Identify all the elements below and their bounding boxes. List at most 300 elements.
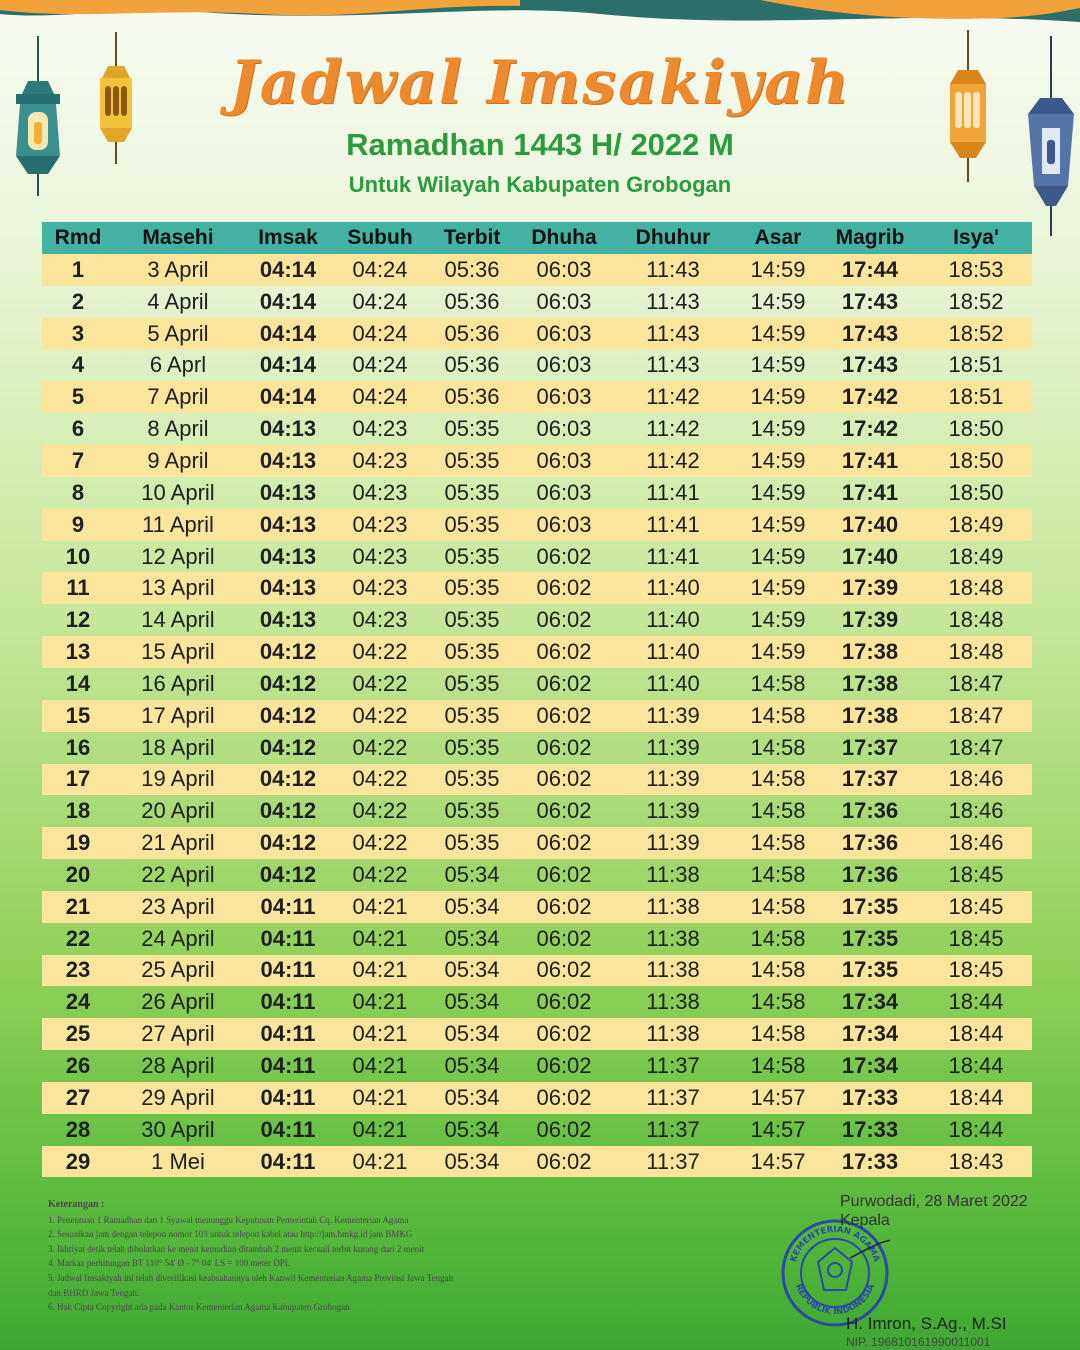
table-cell-terbit: 05:36 [426, 381, 518, 413]
table-cell-imsak: 04:13 [259, 543, 317, 569]
table-row [42, 254, 1032, 286]
table-cell-imsak: 04:11 [260, 1053, 316, 1079]
table-cell-dhuha: 06:02 [518, 636, 610, 668]
table-cell-isya: 18:44 [948, 1053, 1004, 1079]
table-cell-isya: 18:52 [948, 288, 1004, 314]
table-cell-isya: 18:47 [920, 700, 1032, 732]
table-cell-dhuha: 06:02 [536, 734, 592, 760]
table-cell-magrib: 17:38 [841, 670, 899, 696]
table-cell-masehi: 15 April [114, 636, 242, 668]
table-cell-dhuhur: 11:43 [646, 352, 700, 378]
table-cell-isya: 18:45 [920, 955, 1032, 987]
table-cell-dhuhur: 11:40 [646, 607, 700, 633]
table-cell-magrib: 17:39 [841, 607, 899, 633]
seal-icon [780, 1218, 890, 1328]
schedule-table [42, 222, 1032, 1177]
column-header: Magrib [820, 222, 920, 254]
table-cell-asar: 14:59 [750, 352, 806, 378]
table-cell-subuh: 04:22 [352, 861, 408, 887]
signature-nip: NIP. 196810161990011001 [846, 1335, 991, 1349]
table-cell-subuh: 04:21 [334, 1018, 426, 1050]
table-cell-imsak: 04:13 [242, 572, 334, 604]
table-cell-dhuha: 06:02 [536, 1116, 592, 1142]
table-cell-subuh: 04:22 [352, 734, 408, 760]
table-cell-magrib: 17:43 [841, 352, 899, 378]
table-cell-magrib: 17:37 [841, 734, 899, 760]
table-cell-subuh: 04:24 [334, 318, 426, 350]
table-cell-magrib: 17:38 [820, 700, 920, 732]
table-cell-terbit: 05:34 [426, 1082, 518, 1114]
table-cell-magrib: 17:36 [841, 861, 899, 887]
column-header: Subuh [334, 222, 426, 254]
table-cell-dhuhur: 11:42 [610, 381, 736, 413]
table-cell-terbit: 05:35 [426, 509, 518, 541]
table-row [42, 1018, 1032, 1050]
table-cell-isya: 18:48 [920, 572, 1032, 604]
table-cell-isya: 18:44 [920, 1018, 1032, 1050]
table-cell-dhuhur: 11:37 [610, 1082, 736, 1114]
table-cell-masehi: 4 April [147, 288, 209, 314]
table-cell-subuh: 04:22 [334, 827, 426, 859]
table-cell-dhuha: 06:02 [518, 891, 610, 923]
table-cell-masehi: 25 April [114, 955, 242, 987]
table-row [42, 795, 1032, 827]
table-row [42, 955, 1032, 987]
table-cell-imsak: 04:14 [242, 318, 334, 350]
table-cell-masehi: 20 April [141, 798, 215, 824]
column-header: Rmd [42, 222, 114, 254]
table-cell-masehi: 10 April [141, 479, 215, 505]
table-cell-imsak: 04:11 [242, 1146, 334, 1178]
table-cell-dhuhur: 11:37 [646, 1053, 700, 1079]
table-cell-masehi: 26 April [141, 989, 215, 1015]
note-item: 6. Hak Cipta Copyright ada pada Kantor Kementerian Agama Kabupaten Grobogan [48, 1302, 350, 1313]
table-cell-asar: 14:59 [750, 288, 806, 314]
table-row [42, 572, 1032, 604]
table-cell-rmd: 11 [42, 572, 114, 604]
table-row [42, 764, 1032, 796]
table-cell-dhuhur: 11:41 [646, 543, 700, 569]
table-cell-dhuha: 06:03 [518, 254, 610, 286]
table-cell-subuh: 04:24 [334, 254, 426, 286]
table-cell-subuh: 04:23 [352, 607, 408, 633]
table-cell-masehi: 18 April [141, 734, 215, 760]
table-cell-rmd: 14 [65, 670, 91, 696]
table-cell-masehi: 14 April [141, 607, 215, 633]
table-cell-masehi: 23 April [114, 891, 242, 923]
table-cell-dhuhur: 11:38 [646, 861, 700, 887]
table-cell-imsak: 04:12 [242, 636, 334, 668]
table-cell-isya: 18:48 [920, 636, 1032, 668]
table-cell-masehi: 13 April [114, 572, 242, 604]
table-cell-subuh: 04:21 [352, 989, 408, 1015]
table-cell-asar: 14:59 [736, 381, 820, 413]
table-cell-dhuhur: 11:41 [610, 509, 736, 541]
table-cell-asar: 14:57 [750, 1116, 806, 1142]
table-cell-rmd: 28 [65, 1116, 91, 1142]
table-cell-isya: 18:46 [948, 798, 1004, 824]
table-row [42, 1114, 1032, 1146]
table-cell-dhuha: 06:02 [536, 670, 592, 696]
table-cell-magrib: 17:35 [841, 925, 899, 951]
table-cell-terbit: 05:35 [444, 543, 500, 569]
table-cell-rmd: 1 [42, 254, 114, 286]
table-cell-magrib: 17:44 [820, 254, 920, 286]
table-cell-dhuhur: 11:43 [610, 254, 736, 286]
note-item: 5. Jadwal Imsakiyah ini telah diverifikasi keabsahannya oleh Kanwil Kementerian Agama Provinsi Jawa Tengah [48, 1272, 454, 1283]
table-cell-subuh: 04:21 [334, 955, 426, 987]
table-cell-isya: 18:50 [948, 479, 1004, 505]
table-cell-asar: 14:58 [736, 891, 820, 923]
table-cell-subuh: 04:23 [352, 543, 408, 569]
table-cell-dhuha: 06:03 [518, 509, 610, 541]
table-row [42, 986, 1032, 1018]
table-cell-isya: 18:46 [920, 827, 1032, 859]
region-subtitle: Untuk Wilayah Kabupaten Grobogan [348, 172, 732, 197]
notes-block [48, 1198, 648, 1315]
table-cell-isya: 18:49 [920, 509, 1032, 541]
table-row [42, 445, 1032, 477]
table-cell-subuh: 04:21 [352, 1053, 408, 1079]
top-decor-band [0, 0, 1080, 40]
table-row [42, 318, 1032, 350]
table-row [42, 541, 1032, 573]
table-row [42, 477, 1032, 509]
table-cell-rmd: 5 [42, 381, 114, 413]
table-cell-asar: 14:58 [750, 861, 806, 887]
table-cell-rmd: 18 [65, 798, 91, 824]
table-cell-imsak: 04:12 [259, 798, 317, 824]
table-cell-rmd: 15 [42, 700, 114, 732]
table-cell-dhuhur: 11:39 [610, 700, 736, 732]
table-cell-isya: 18:52 [920, 318, 1032, 350]
table-cell-asar: 14:57 [736, 1082, 820, 1114]
table-cell-masehi: 6 Aprl [149, 352, 207, 378]
table-cell-dhuhur: 11:39 [610, 827, 736, 859]
table-cell-masehi: 16 April [141, 670, 215, 696]
table-row [42, 1146, 1032, 1178]
table-cell-isya: 18:49 [948, 543, 1004, 569]
table-row [42, 668, 1032, 700]
table-cell-subuh: 04:23 [334, 509, 426, 541]
table-cell-asar: 14:58 [736, 827, 820, 859]
table-cell-isya: 18:44 [948, 1116, 1004, 1142]
table-cell-terbit: 05:34 [426, 955, 518, 987]
table-cell-imsak: 04:13 [242, 445, 334, 477]
table-cell-dhuhur: 11:42 [646, 416, 700, 442]
note-item: 1. Penentuan 1 Ramadhan dan 1 Syawal menunggu Keputusan Pemerintah Cq. Kementerian Agama [48, 1214, 409, 1225]
svg-text:REPUBLIK INDONESIA [793, 1282, 877, 1317]
table-cell-asar: 14:58 [750, 670, 806, 696]
table-cell-rmd: 19 [42, 827, 114, 859]
table-cell-dhuha: 06:02 [518, 1018, 610, 1050]
table-header-row [42, 222, 1032, 254]
table-cell-subuh: 04:24 [334, 381, 426, 413]
table-cell-imsak: 04:13 [259, 416, 317, 442]
table-row [42, 859, 1032, 891]
table-cell-asar: 14:58 [750, 989, 806, 1015]
table-cell-dhuhur: 11:37 [610, 1146, 736, 1178]
table-cell-masehi: 11 April [114, 509, 242, 541]
table-cell-masehi: 22 April [141, 861, 215, 887]
table-cell-isya: 18:51 [920, 381, 1032, 413]
table-cell-dhuhur: 11:40 [610, 572, 736, 604]
table-cell-subuh: 04:22 [334, 700, 426, 732]
column-header: Masehi [114, 222, 242, 254]
table-cell-imsak: 04:11 [242, 955, 334, 987]
table-cell-dhuha: 06:02 [536, 861, 592, 887]
table-cell-masehi: 30 April [141, 1116, 215, 1142]
table-cell-dhuha: 06:02 [518, 700, 610, 732]
table-cell-asar: 14:59 [736, 254, 820, 286]
table-cell-terbit: 05:35 [444, 416, 500, 442]
table-cell-imsak: 04:12 [242, 700, 334, 732]
table-cell-asar: 14:59 [736, 572, 820, 604]
table-row [42, 350, 1032, 382]
table-cell-isya: 18:50 [920, 445, 1032, 477]
table-cell-asar: 14:57 [736, 1146, 820, 1178]
table-row [42, 732, 1032, 764]
table-cell-isya: 18:45 [948, 925, 1004, 951]
table-cell-dhuhur: 11:38 [610, 955, 736, 987]
table-cell-dhuhur: 11:40 [610, 636, 736, 668]
table-cell-masehi: 27 April [114, 1018, 242, 1050]
table-cell-rmd: 12 [65, 607, 91, 633]
page-subtitle: Ramadhan 1443 H/ 2022 M [346, 127, 734, 162]
page-title: Jadwal Imsakiyah [229, 48, 851, 118]
table-cell-dhuha: 06:02 [536, 1053, 592, 1079]
table-cell-masehi: 21 April [114, 827, 242, 859]
table-cell-rmd: 8 [71, 479, 85, 505]
signature-name: H. Imron, S.Ag., M.SI [846, 1314, 1007, 1333]
table-cell-imsak: 04:14 [242, 381, 334, 413]
table-cell-dhuha: 06:02 [518, 827, 610, 859]
table-cell-asar: 14:58 [750, 1053, 806, 1079]
table-cell-masehi: 24 April [141, 925, 215, 951]
table-cell-masehi: 28 April [141, 1053, 215, 1079]
table-cell-terbit: 05:35 [426, 572, 518, 604]
table-cell-subuh: 04:22 [334, 764, 426, 796]
table-cell-asar: 14:59 [736, 636, 820, 668]
table-cell-terbit: 05:35 [444, 734, 500, 760]
table-cell-terbit: 05:35 [444, 798, 500, 824]
table-cell-imsak: 04:12 [259, 734, 317, 760]
table-cell-rmd: 20 [65, 861, 91, 887]
table-cell-terbit: 05:36 [444, 288, 500, 314]
seal-top-text: KEMENTERIAN AGAMA [788, 1224, 882, 1264]
table-cell-rmd: 22 [65, 925, 91, 951]
table-cell-magrib: 17:34 [841, 989, 899, 1015]
table-cell-magrib: 17:40 [820, 509, 920, 541]
table-cell-asar: 14:58 [750, 925, 806, 951]
table-cell-dhuha: 06:02 [518, 955, 610, 987]
table-row [42, 413, 1032, 445]
table-cell-magrib: 17:39 [820, 572, 920, 604]
table-cell-dhuha: 06:02 [518, 764, 610, 796]
table-cell-subuh: 04:24 [352, 288, 408, 314]
table-cell-magrib: 17:37 [820, 764, 920, 796]
table-cell-magrib: 17:43 [820, 318, 920, 350]
table-cell-dhuhur: 11:38 [610, 1018, 736, 1050]
table-cell-masehi: 8 April [147, 416, 209, 442]
table-cell-dhuhur: 11:39 [646, 798, 700, 824]
table-cell-imsak: 04:11 [242, 891, 334, 923]
column-header: Asar [736, 222, 820, 254]
table-cell-isya: 18:51 [948, 352, 1004, 378]
table-cell-dhuha: 06:02 [518, 1146, 610, 1178]
table-cell-masehi: 19 April [114, 764, 242, 796]
table-cell-isya: 18:44 [948, 989, 1004, 1015]
table-row [42, 700, 1032, 732]
table-row [42, 286, 1032, 318]
table-cell-terbit: 05:35 [444, 670, 500, 696]
table-cell-terbit: 05:34 [444, 925, 500, 951]
table-cell-dhuha: 06:02 [536, 925, 592, 951]
table-cell-isya: 18:46 [920, 764, 1032, 796]
table-cell-dhuha: 06:03 [536, 288, 592, 314]
table-cell-subuh: 04:22 [352, 670, 408, 696]
column-header: Terbit [426, 222, 518, 254]
table-cell-masehi: 17 April [114, 700, 242, 732]
table-cell-rmd: 24 [65, 989, 91, 1015]
table-cell-asar: 14:59 [750, 543, 806, 569]
table-cell-asar: 14:58 [736, 955, 820, 987]
table-cell-imsak: 04:14 [242, 254, 334, 286]
table-cell-dhuhur: 11:39 [610, 764, 736, 796]
table-cell-subuh: 04:21 [352, 1116, 408, 1142]
table-row [42, 923, 1032, 955]
signature-role: Kepala [840, 1212, 890, 1229]
column-header: Imsak [242, 222, 334, 254]
table-cell-rmd: 4 [71, 352, 85, 378]
table-cell-dhuha: 06:03 [536, 479, 592, 505]
table-cell-rmd: 27 [42, 1082, 114, 1114]
table-cell-dhuha: 06:02 [536, 989, 592, 1015]
table-cell-terbit: 05:35 [426, 700, 518, 732]
table-cell-magrib: 17:40 [841, 543, 899, 569]
table-cell-subuh: 04:23 [352, 479, 408, 505]
table-cell-dhuha: 06:03 [518, 381, 610, 413]
table-cell-dhuhur: 11:37 [646, 1116, 700, 1142]
table-cell-dhuha: 06:03 [518, 318, 610, 350]
table-cell-isya: 18:43 [920, 1146, 1032, 1178]
table-row [42, 509, 1032, 541]
table-cell-magrib: 17:35 [820, 955, 920, 987]
table-cell-terbit: 05:34 [444, 1116, 500, 1142]
table-cell-masehi: 12 April [141, 543, 215, 569]
table-cell-imsak: 04:12 [242, 764, 334, 796]
table-cell-dhuhur: 11:39 [646, 734, 700, 760]
table-cell-terbit: 05:34 [444, 861, 500, 887]
table-cell-rmd: 10 [65, 543, 91, 569]
table-body [42, 254, 1032, 1177]
table-cell-subuh: 04:23 [334, 572, 426, 604]
notes-heading: Keterangan : [48, 1199, 105, 1210]
table-cell-imsak: 04:12 [259, 670, 317, 696]
table-cell-asar: 14:59 [736, 318, 820, 350]
table-cell-rmd: 25 [42, 1018, 114, 1050]
table-cell-dhuhur: 11:40 [646, 670, 700, 696]
column-header: Dhuhur [610, 222, 736, 254]
table-cell-imsak: 04:11 [260, 925, 316, 951]
table-cell-asar: 14:58 [736, 700, 820, 732]
table-cell-terbit: 05:35 [426, 764, 518, 796]
table-cell-isya: 18:47 [948, 734, 1004, 760]
column-header: Dhuha [518, 222, 610, 254]
table-cell-subuh: 04:21 [334, 1146, 426, 1178]
signature-place-date: Purwodadi, 28 Maret 2022 [840, 1193, 1028, 1210]
table-cell-terbit: 05:35 [426, 445, 518, 477]
table-cell-masehi: 5 April [114, 318, 242, 350]
table-cell-subuh: 04:23 [334, 445, 426, 477]
table-cell-magrib: 17:36 [841, 798, 899, 824]
table-cell-terbit: 05:35 [426, 827, 518, 859]
table-cell-masehi: 1 Mei [114, 1146, 242, 1178]
table-cell-magrib: 17:35 [820, 891, 920, 923]
table-cell-imsak: 04:11 [260, 1116, 316, 1142]
table-cell-imsak: 04:12 [259, 861, 317, 887]
table-cell-rmd: 13 [42, 636, 114, 668]
table-cell-imsak: 04:14 [259, 288, 317, 314]
table-cell-dhuha: 06:03 [536, 352, 592, 378]
table-row [42, 381, 1032, 413]
notes-list [48, 1213, 648, 1315]
table-cell-asar: 14:59 [750, 607, 806, 633]
table-cell-imsak: 04:13 [259, 607, 317, 633]
table-cell-asar: 14:59 [736, 445, 820, 477]
table-cell-asar: 14:58 [736, 1018, 820, 1050]
table-cell-subuh: 04:21 [334, 891, 426, 923]
note-item: 3. Ikhtiyat detik telah dibulatkan ke menit kemudian ditambah 2 menit kecuali terbit kurang dari 2 menit [48, 1243, 425, 1254]
table-cell-dhuhur: 11:38 [646, 989, 700, 1015]
table-cell-subuh: 04:22 [334, 636, 426, 668]
table-cell-terbit: 05:34 [426, 1018, 518, 1050]
table-cell-asar: 14:58 [750, 798, 806, 824]
table-cell-masehi: 29 April [114, 1082, 242, 1114]
table-cell-magrib: 17:42 [841, 416, 899, 442]
table-row [42, 891, 1032, 923]
table-cell-imsak: 04:12 [242, 827, 334, 859]
table-cell-dhuhur: 11:38 [646, 925, 700, 951]
table-cell-dhuha: 06:02 [536, 543, 592, 569]
table-row [42, 1082, 1032, 1114]
table-cell-isya: 18:50 [948, 416, 1004, 442]
table-cell-subuh: 04:21 [334, 1082, 426, 1114]
table-cell-rmd: 3 [42, 318, 114, 350]
table-cell-masehi: 3 April [114, 254, 242, 286]
table-cell-dhuhur: 11:43 [646, 288, 700, 314]
table-cell-terbit: 05:35 [444, 479, 500, 505]
table-cell-magrib: 17:42 [820, 381, 920, 413]
seal-bottom-text: REPUBLIK INDONESIA [792, 1282, 878, 1318]
table-cell-dhuha: 06:02 [536, 798, 592, 824]
table-cell-rmd: 26 [65, 1053, 91, 1079]
table-cell-magrib: 17:33 [841, 1116, 899, 1142]
note-item: 4. Markaz perhitungan BT 110° 54' Ø - 7° 04' LS = 100 meter DPL [48, 1258, 291, 1269]
note-item: dan BHRD Jawa Tengah. [48, 1287, 140, 1298]
table-cell-dhuhur: 11:42 [610, 445, 736, 477]
table-cell-rmd: 16 [65, 734, 91, 760]
table-cell-isya: 18:45 [948, 861, 1004, 887]
table-cell-asar: 14:58 [736, 764, 820, 796]
table-cell-isya: 18:45 [920, 891, 1032, 923]
table-cell-subuh: 04:21 [352, 925, 408, 951]
note-item: 2. Sesuaikan jam dengan telepon nomor 103 untuk telepon kabel atau http://jam.bmkg.id jam BMKG [48, 1229, 413, 1240]
table-cell-subuh: 04:23 [352, 416, 408, 442]
table-cell-magrib: 17:41 [841, 479, 899, 505]
table-cell-magrib: 17:38 [820, 636, 920, 668]
table-cell-terbit: 05:34 [444, 989, 500, 1015]
